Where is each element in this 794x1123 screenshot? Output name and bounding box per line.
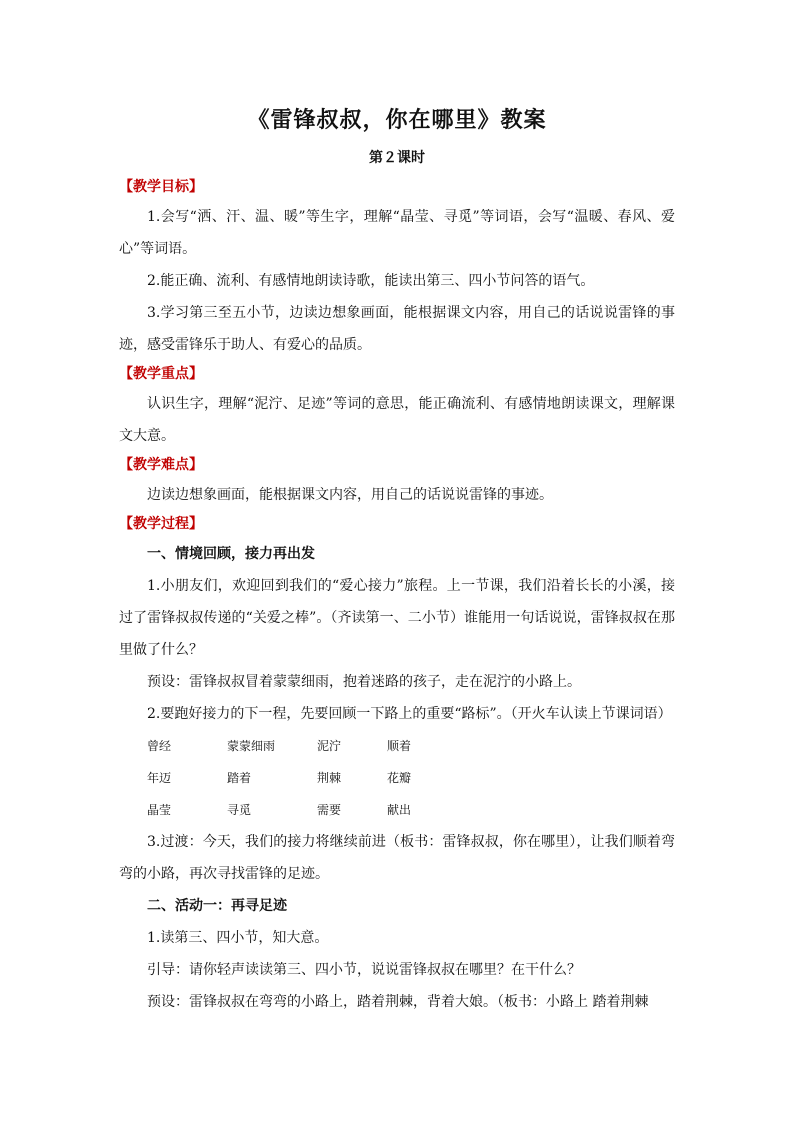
- process-part-1-title: 一、情境回顾，接力再出发: [147, 546, 315, 562]
- process-part-1-step-1: 1.小朋友们，欢迎回到我们的“爱心接力”旅程。上一节课，我们沿着长长的小溪，接过了雷锋叔叔传递的“关爱之棒”。（齐读第一、二小节）谁能用一句话说说，雷锋叔叔在那里做了什么？: [119, 578, 675, 658]
- process-part-2-guide: 引导：请你轻声读读第三、四小节，说说雷锋叔叔在哪里？在干什么？: [147, 962, 581, 978]
- process-part-1-preset: 预设：雷锋叔叔冒着蒙蒙细雨，抱着迷路的孩子，走在泥泞的小路上。: [147, 674, 581, 690]
- goal-item-2: 2.能正确、流利、有感情地朗读诗歌，能读出第三、四小节问答的语气。: [147, 273, 595, 289]
- word-row: [147, 762, 675, 794]
- vocab-word: 晶莹: [147, 803, 172, 817]
- vocab-word: 寻觅: [227, 803, 252, 817]
- process-part-2-preset: 预设：雷锋叔叔在弯弯的小路上，踏着荆棘，背着大娘。（板书：小路上 踏着荆棘: [147, 994, 649, 1010]
- vocab-word: 泥泞: [317, 739, 342, 753]
- process-part-1-step-3: 3.过渡：今天，我们的接力将继续前进（板书：雷锋叔叔，你在哪里），让我们顺着弯弯的小路，再次寻找雷锋的足迹。: [119, 834, 675, 882]
- vocabulary-word-grid: [119, 730, 675, 826]
- vocab-word: 蒙蒙细雨: [227, 739, 276, 753]
- section-heading-difficulty: 【教学难点】: [119, 457, 203, 473]
- document-title: 《雷锋叔叔，你在哪里》教案: [247, 107, 547, 133]
- vocab-word: 踏着: [227, 771, 252, 785]
- section-heading-goals: 【教学目标】: [119, 179, 203, 195]
- vocab-word: 曾经: [147, 739, 172, 753]
- process-part-2-title: 二、活动一：再寻足迹: [147, 898, 287, 914]
- vocab-word: 顺着: [387, 739, 412, 753]
- goal-item-1: 1.会写“洒、汗、温、暖”等生字，理解“晶莹、寻觅”等词语，会写“温暖、春风、爱心”等词语。: [119, 209, 675, 257]
- difficulty-paragraph: 边读边想象画面，能根据课文内容，用自己的话说说雷锋的事迹。: [147, 487, 553, 503]
- document-body: [119, 174, 675, 1018]
- vocab-word: 需要: [317, 803, 342, 817]
- section-heading-process: 【教学过程】: [119, 516, 203, 532]
- section-heading-focus: 【教学重点】: [119, 366, 203, 382]
- vocab-word: 荆棘: [317, 771, 342, 785]
- word-row: [147, 730, 675, 762]
- lesson-subtitle: 第２课时: [369, 150, 425, 166]
- process-part-1-step-2: 2.要跑好接力的下一程，先要回顾一下路上的重要“路标”。（开火车认读上节课词语）: [147, 706, 672, 722]
- word-row: [147, 794, 675, 826]
- vocab-word: 献出: [387, 803, 412, 817]
- process-part-2-step-1: 1.读第三、四小节，知大意。: [147, 930, 329, 946]
- vocab-word: 花瓣: [387, 771, 412, 785]
- goal-item-3: 3.学习第三至五小节，边读边想象画面，能根据课文内容，用自己的话说说雷锋的事迹，感受雷锋乐于助人、有爱心的品质。: [119, 305, 675, 353]
- focus-paragraph: 认识生字，理解“泥泞、足迹”等词的意思，能正确流利、有感情地朗读课文，理解课文大意。: [119, 396, 675, 444]
- vocab-word: 年迈: [147, 771, 172, 785]
